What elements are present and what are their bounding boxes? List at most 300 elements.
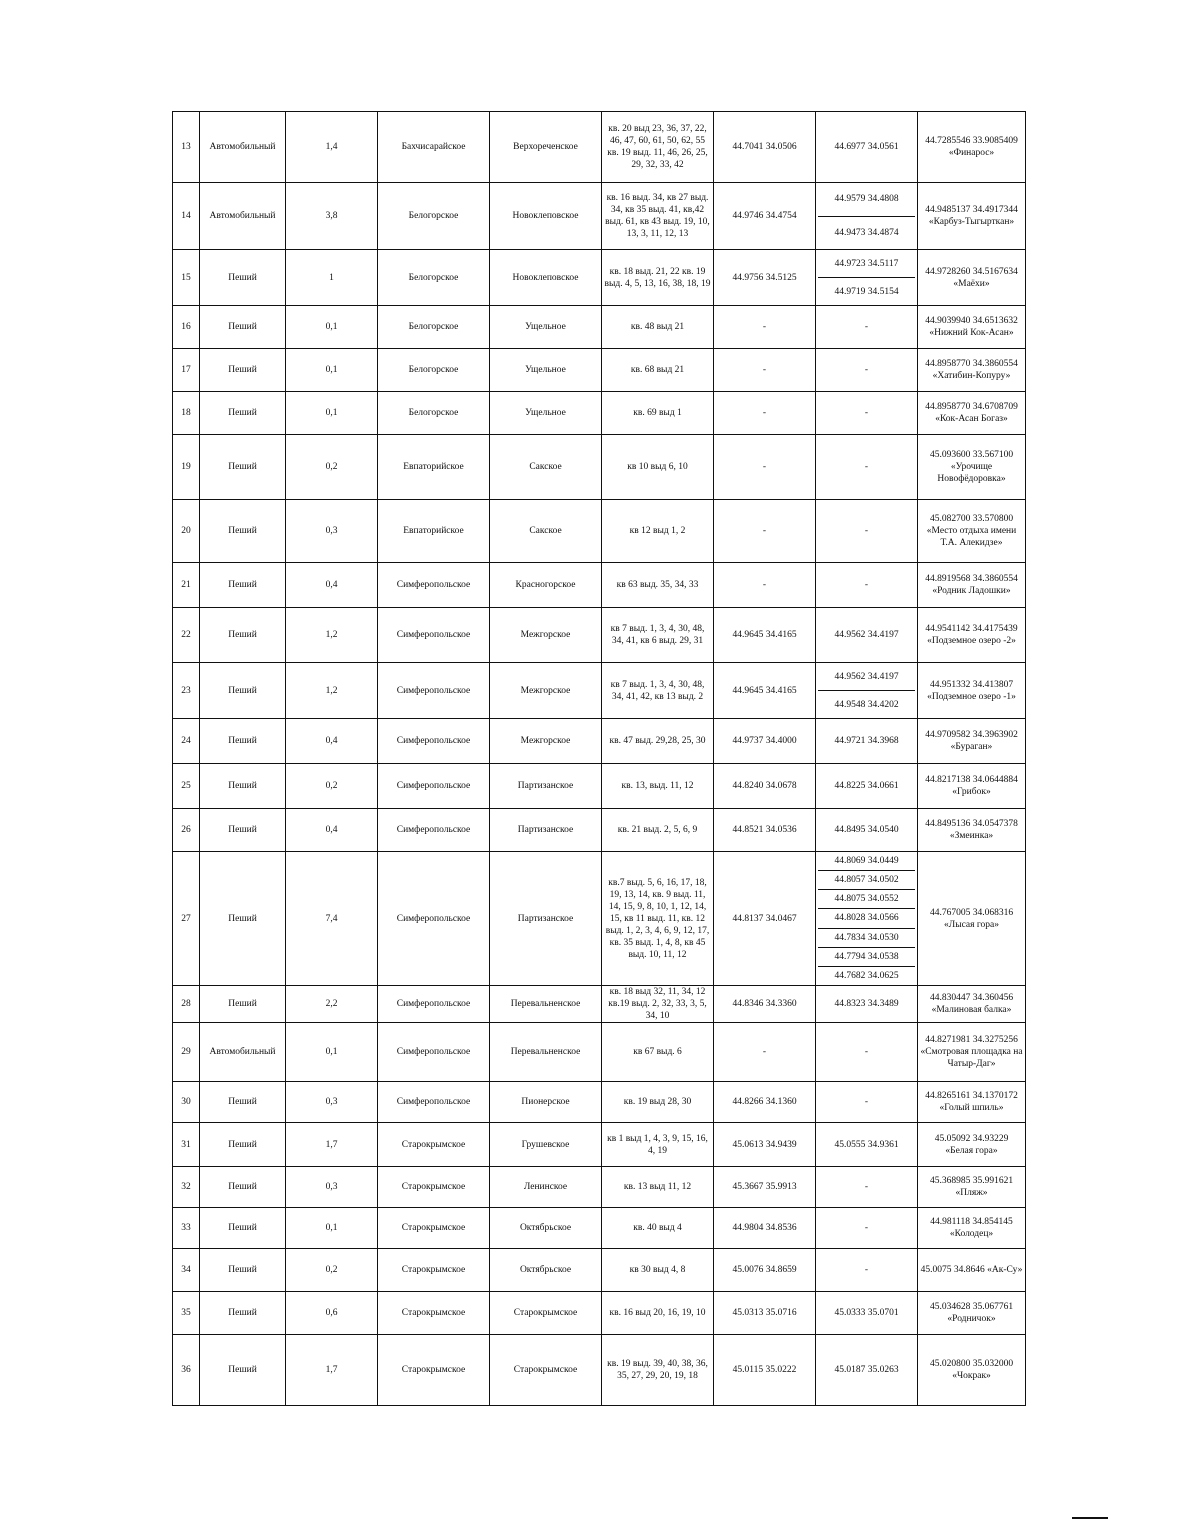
forestry-name: Новоклеповское bbox=[490, 250, 602, 306]
route-length: 1,4 bbox=[286, 112, 378, 183]
coordinate-value: 45.0313 35.0716 bbox=[732, 1308, 797, 1318]
district-name: Белогорское bbox=[378, 306, 490, 349]
route-length: 1,2 bbox=[286, 608, 378, 663]
quarters-cell: кв 67 выд. 6 bbox=[602, 1023, 714, 1082]
route-type: Пеший bbox=[200, 1123, 286, 1167]
end-coordinates bbox=[816, 1249, 918, 1292]
forestry-name: Ущельное bbox=[490, 349, 602, 392]
coordinate-value: 45.0115 35.0222 bbox=[732, 1365, 797, 1375]
coordinate-value: 44.9737 34.4000 bbox=[732, 736, 797, 746]
start-coordinates bbox=[714, 663, 816, 719]
quarters-cell: кв. 40 выд 4 bbox=[602, 1208, 714, 1249]
coordinate-value: - bbox=[864, 1265, 869, 1275]
object-description: 44.9039940 34.6513632 «Нижний Кок-Асан» bbox=[918, 306, 1026, 349]
forestry-name: Партизанское bbox=[490, 809, 602, 852]
coordinate-value: - bbox=[762, 526, 767, 536]
coordinate-value: 44.9645 34.4165 bbox=[732, 685, 797, 696]
route-type: Пеший bbox=[200, 563, 286, 608]
table-row bbox=[173, 250, 1026, 306]
coordinate-value: 44.9746 34.4754 bbox=[732, 211, 797, 221]
row-number: 22 bbox=[173, 608, 200, 663]
quarters-cell: кв.7 выд. 5, 6, 16, 17, 18, 19, 13, 14, кв. 9 выд. 11, 14, 15, 9, 8, 10, 1, 12, 14, 15, кв 11 выд. 11, кв. 12 выд. 1, 2, 3, 4, 6, 9, 12, 17, кв. 35 выд. 1, 4, 8, кв 45 выд. 10, 11, 12 bbox=[602, 852, 714, 986]
route-type: Автомобильный bbox=[200, 1023, 286, 1082]
route-length: 0,1 bbox=[286, 349, 378, 392]
coordinate-value: - bbox=[762, 322, 767, 332]
end-coordinates bbox=[816, 1167, 918, 1208]
table-row bbox=[173, 1292, 1026, 1335]
start-coordinates bbox=[714, 809, 816, 852]
coordinate-value: 44.8137 34.0467 bbox=[732, 913, 797, 924]
start-coordinates bbox=[714, 392, 816, 435]
forestry-name: Октябрьское bbox=[490, 1249, 602, 1292]
object-description: 44.9728260 34.5167634 «Маёхи» bbox=[918, 250, 1026, 306]
object-description: 45.0075 34.8646 «Ак-Су» bbox=[918, 1249, 1026, 1292]
table-row bbox=[173, 809, 1026, 852]
coordinate-value: 44.8521 34.0536 bbox=[732, 825, 797, 835]
table-row bbox=[173, 1023, 1026, 1082]
object-description: 44.9709582 34.3963902 «Бураган» bbox=[918, 719, 1026, 764]
forestry-name: Старокрымское bbox=[490, 1335, 602, 1406]
table-row bbox=[173, 1335, 1026, 1406]
district-name: Белогорское bbox=[378, 392, 490, 435]
district-name: Симферопольское bbox=[378, 1082, 490, 1123]
route-length: 2,2 bbox=[286, 986, 378, 1023]
route-type: Пеший bbox=[200, 1167, 286, 1208]
row-number: 21 bbox=[173, 563, 200, 608]
coordinate-value: 44.9756 34.5125 bbox=[732, 272, 797, 283]
object-description: 44.981118 34.854145 «Колодец» bbox=[918, 1208, 1026, 1249]
district-name: Евпаторийское bbox=[378, 500, 490, 563]
quarters-cell: кв. 18 выд. 21, 22 кв. 19 выд. 4, 5, 13, 16, 38, 18, 19 bbox=[602, 250, 714, 306]
row-number: 25 bbox=[173, 764, 200, 809]
quarters-cell: кв. 48 выд 21 bbox=[602, 306, 714, 349]
district-name: Симферопольское bbox=[378, 563, 490, 608]
forestry-name: Красногорское bbox=[490, 563, 602, 608]
route-type: Пеший bbox=[200, 306, 286, 349]
start-coordinates bbox=[714, 1167, 816, 1208]
route-type: Автомобильный bbox=[200, 183, 286, 250]
table-row bbox=[173, 112, 1026, 183]
table-row bbox=[173, 719, 1026, 764]
district-name: Симферопольское bbox=[378, 663, 490, 719]
table-row bbox=[173, 1082, 1026, 1123]
object-description: 45.368985 35.991621 «Пляж» bbox=[918, 1167, 1026, 1208]
coordinate-value: - bbox=[864, 365, 869, 375]
route-type: Пеший bbox=[200, 1335, 286, 1406]
table-row bbox=[173, 663, 1026, 719]
object-description: 44.830447 34.360456 «Малиновая балка» bbox=[918, 986, 1026, 1023]
coordinate-value: - bbox=[864, 580, 869, 590]
route-length: 0,2 bbox=[286, 764, 378, 809]
trails-table bbox=[172, 111, 1026, 1406]
district-name: Старокрымское bbox=[378, 1335, 490, 1406]
route-length: 0,2 bbox=[286, 435, 378, 500]
quarters-cell: кв. 21 выд. 2, 5, 6, 9 bbox=[602, 809, 714, 852]
district-name: Симферопольское bbox=[378, 719, 490, 764]
district-name: Старокрымское bbox=[378, 1292, 490, 1335]
row-number: 31 bbox=[173, 1123, 200, 1167]
quarters-cell: кв. 13, выд. 11, 12 bbox=[602, 764, 714, 809]
end-coordinates bbox=[816, 435, 918, 500]
route-type: Пеший bbox=[200, 608, 286, 663]
coordinate-value: - bbox=[762, 462, 767, 472]
quarters-cell: кв. 19 выд. 39, 40, 38, 36, 35, 27, 29, 20, 19, 18 bbox=[602, 1335, 714, 1406]
table-row bbox=[173, 1208, 1026, 1249]
route-length: 0,3 bbox=[286, 1167, 378, 1208]
coordinate-value: 44.9723 34.5117 bbox=[834, 258, 899, 269]
route-length: 0,1 bbox=[286, 392, 378, 435]
district-name: Белогорское bbox=[378, 183, 490, 250]
coordinate-value: 44.8069 34.0449 bbox=[834, 856, 899, 867]
quarters-cell: кв. 16 выд. 34, кв 27 выд. 34, кв 35 выд. 41, кв,42 выд. 61, кв 43 выд. 19, 10, 13, 3, 11, 12, 13 bbox=[602, 183, 714, 250]
end-coordinates bbox=[816, 809, 918, 852]
route-type: Пеший bbox=[200, 392, 286, 435]
start-coordinates bbox=[714, 1082, 816, 1123]
end-coordinates bbox=[816, 764, 918, 809]
object-description: 44.8265161 34.1370172 «Голый шпиль» bbox=[918, 1082, 1026, 1123]
coordinate-value: 44.8240 34.0678 bbox=[732, 781, 797, 791]
coordinate-value: 45.0555 34.9361 bbox=[834, 1139, 899, 1150]
route-length: 0,2 bbox=[286, 1249, 378, 1292]
row-number: 19 bbox=[173, 435, 200, 500]
coordinate-value: 44.9562 34.4197 bbox=[834, 630, 899, 640]
quarters-cell: кв. 16 выд 20, 16, 19, 10 bbox=[602, 1292, 714, 1335]
route-length: 0,4 bbox=[286, 563, 378, 608]
table-row bbox=[173, 306, 1026, 349]
forestry-name: Межгорское bbox=[490, 608, 602, 663]
table-row bbox=[173, 986, 1026, 1023]
route-type: Пеший bbox=[200, 764, 286, 809]
coordinate-value: - bbox=[864, 322, 869, 332]
coordinate-value: 44.9721 34.3968 bbox=[834, 736, 899, 746]
start-coordinates bbox=[714, 435, 816, 500]
table-body bbox=[173, 112, 1026, 1406]
route-length: 3,8 bbox=[286, 183, 378, 250]
route-length: 0,6 bbox=[286, 1292, 378, 1335]
quarters-cell: кв. 19 выд 28, 30 bbox=[602, 1082, 714, 1123]
quarters-cell: кв. 69 выд 1 bbox=[602, 392, 714, 435]
route-type: Пеший bbox=[200, 250, 286, 306]
row-number: 26 bbox=[173, 809, 200, 852]
end-coordinates bbox=[816, 1292, 918, 1335]
coordinate-value: 44.7834 34.0530 bbox=[818, 928, 915, 947]
coordinate-value: 44.9645 34.4165 bbox=[732, 630, 797, 640]
object-description: 44.9541142 34.4175439 «Подземное озеро -2» bbox=[918, 608, 1026, 663]
end-coordinates bbox=[816, 852, 918, 986]
coordinate-value: - bbox=[864, 1097, 869, 1107]
forestry-name: Ленинское bbox=[490, 1167, 602, 1208]
coordinate-value: 44.7794 34.0538 bbox=[818, 947, 915, 966]
coordinate-value: 45.3667 35.9913 bbox=[732, 1182, 797, 1192]
table-row bbox=[173, 563, 1026, 608]
forestry-name: Партизанское bbox=[490, 852, 602, 986]
route-type: Пеший bbox=[200, 500, 286, 563]
coordinate-value: - bbox=[762, 1047, 767, 1057]
route-length: 0,1 bbox=[286, 306, 378, 349]
end-coordinates bbox=[816, 250, 918, 306]
row-number: 27 bbox=[173, 852, 200, 986]
route-length: 1,2 bbox=[286, 663, 378, 719]
table-row bbox=[173, 1249, 1026, 1292]
end-coordinates bbox=[816, 608, 918, 663]
coordinate-value: 45.0613 34.9439 bbox=[732, 1139, 797, 1150]
row-number: 18 bbox=[173, 392, 200, 435]
object-description: 44.8958770 34.3860554 «Хатибин-Копуру» bbox=[918, 349, 1026, 392]
route-length: 0,1 bbox=[286, 1023, 378, 1082]
route-type: Пеший bbox=[200, 349, 286, 392]
object-description: 44.767005 34.068316 «Лысая гора» bbox=[918, 852, 1026, 986]
district-name: Белогорское bbox=[378, 250, 490, 306]
end-coordinates bbox=[816, 306, 918, 349]
object-description: 44.8958770 34.6708709 «Кок-Асан Богаз» bbox=[918, 392, 1026, 435]
route-type: Пеший bbox=[200, 852, 286, 986]
coordinate-value: 44.6977 34.0561 bbox=[834, 142, 899, 152]
table-row bbox=[173, 852, 1026, 986]
end-coordinates bbox=[816, 1335, 918, 1406]
coordinate-value: 44.8225 34.0661 bbox=[834, 781, 899, 791]
object-description: 44.8495136 34.0547378 «Змеинка» bbox=[918, 809, 1026, 852]
row-number: 29 bbox=[173, 1023, 200, 1082]
coordinate-value: 44.8346 34.3360 bbox=[732, 999, 797, 1009]
table-row bbox=[173, 608, 1026, 663]
coordinate-value: 44.9804 34.8536 bbox=[732, 1223, 797, 1233]
coordinate-value: 45.0076 34.8659 bbox=[732, 1265, 797, 1275]
coordinate-value: - bbox=[864, 1223, 869, 1233]
coordinate-value: 44.8075 34.0552 bbox=[818, 889, 915, 908]
coordinate-value: 45.0333 35.0701 bbox=[834, 1308, 899, 1318]
row-number: 17 bbox=[173, 349, 200, 392]
coordinate-value: - bbox=[864, 1047, 869, 1057]
quarters-cell: кв. 20 выд 23, 36, 37, 22, 46, 47, 60, 61, 50, 62, 55 кв. 19 выд. 11, 46, 26, 25, 29, 32, 33, 42 bbox=[602, 112, 714, 183]
row-number: 32 bbox=[173, 1167, 200, 1208]
forestry-name: Перевальненское bbox=[490, 986, 602, 1023]
district-name: Симферопольское bbox=[378, 852, 490, 986]
route-length: 1,7 bbox=[286, 1335, 378, 1406]
district-name: Евпаторийское bbox=[378, 435, 490, 500]
start-coordinates bbox=[714, 986, 816, 1023]
end-coordinates bbox=[816, 349, 918, 392]
route-type: Пеший bbox=[200, 719, 286, 764]
forestry-name: Ущельное bbox=[490, 306, 602, 349]
object-description: 44.951332 34.413807 «Подземное озеро -1» bbox=[918, 663, 1026, 719]
table-row bbox=[173, 183, 1026, 250]
route-type: Пеший bbox=[200, 1292, 286, 1335]
forestry-name: Пионерское bbox=[490, 1082, 602, 1123]
route-length: 0,3 bbox=[286, 1082, 378, 1123]
row-number: 14 bbox=[173, 183, 200, 250]
end-coordinates bbox=[816, 663, 918, 719]
coordinate-value: 44.9473 34.4874 bbox=[818, 216, 915, 250]
route-length: 7,4 bbox=[286, 852, 378, 986]
route-type: Автомобильный bbox=[200, 112, 286, 183]
object-description: 45.034628 35.067761 «Родничок» bbox=[918, 1292, 1026, 1335]
start-coordinates bbox=[714, 1123, 816, 1167]
object-description: 44.7285546 33.9085409 «Финарос» bbox=[918, 112, 1026, 183]
quarters-cell: кв 10 выд 6, 10 bbox=[602, 435, 714, 500]
start-coordinates bbox=[714, 1249, 816, 1292]
route-length: 1 bbox=[286, 250, 378, 306]
quarters-cell: кв 12 выд 1, 2 bbox=[602, 500, 714, 563]
row-number: 33 bbox=[173, 1208, 200, 1249]
row-number: 23 bbox=[173, 663, 200, 719]
route-length: 1,7 bbox=[286, 1123, 378, 1167]
row-number: 35 bbox=[173, 1292, 200, 1335]
start-coordinates bbox=[714, 1335, 816, 1406]
start-coordinates bbox=[714, 608, 816, 663]
quarters-cell: кв. 18 выд 32, 11, 34, 12 кв.19 выд. 2, 32, 33, 3, 5, 34, 10 bbox=[602, 986, 714, 1023]
route-type: Пеший bbox=[200, 809, 286, 852]
start-coordinates bbox=[714, 1023, 816, 1082]
route-length: 0,1 bbox=[286, 1208, 378, 1249]
start-coordinates bbox=[714, 183, 816, 250]
route-type: Пеший bbox=[200, 1082, 286, 1123]
district-name: Старокрымское bbox=[378, 1249, 490, 1292]
forestry-name: Межгорское bbox=[490, 663, 602, 719]
route-type: Пеший bbox=[200, 663, 286, 719]
district-name: Симферопольское bbox=[378, 1023, 490, 1082]
coordinate-value: - bbox=[864, 526, 869, 536]
coordinate-value: - bbox=[762, 580, 767, 590]
coordinate-value: 44.7041 34.0506 bbox=[732, 142, 797, 152]
object-description: 45.082700 33.570800 «Место отдыха имени Т.А. Алекидзе» bbox=[918, 500, 1026, 563]
district-name: Старокрымское bbox=[378, 1167, 490, 1208]
start-coordinates bbox=[714, 852, 816, 986]
coordinate-value: 44.9579 34.4808 bbox=[834, 194, 899, 205]
start-coordinates bbox=[714, 500, 816, 563]
quarters-cell: кв 7 выд. 1, 3, 4, 30, 48, 34, 41, 42, кв 13 выд. 2 bbox=[602, 663, 714, 719]
quarters-cell: кв 1 выд 1, 4, 3, 9, 15, 16, 4, 19 bbox=[602, 1123, 714, 1167]
end-coordinates bbox=[816, 1082, 918, 1123]
forestry-name: Верхореченское bbox=[490, 112, 602, 183]
quarters-cell: кв 7 выд. 1, 3, 4, 30, 48, 34, 41, кв 6 выд. 29, 31 bbox=[602, 608, 714, 663]
route-length: 0,4 bbox=[286, 809, 378, 852]
coordinate-value: 44.8057 34.0502 bbox=[818, 870, 915, 889]
table-row bbox=[173, 392, 1026, 435]
object-description: 45.093600 33.567100 «Урочище Новофёдоровка» bbox=[918, 435, 1026, 500]
start-coordinates bbox=[714, 764, 816, 809]
end-coordinates bbox=[816, 392, 918, 435]
end-coordinates bbox=[816, 112, 918, 183]
start-coordinates bbox=[714, 1292, 816, 1335]
coordinate-value: - bbox=[864, 1182, 869, 1192]
coordinate-value: 44.9562 34.4197 bbox=[834, 671, 899, 682]
row-number: 20 bbox=[173, 500, 200, 563]
district-name: Симферопольское bbox=[378, 809, 490, 852]
coordinate-value: - bbox=[864, 462, 869, 472]
start-coordinates bbox=[714, 1208, 816, 1249]
start-coordinates bbox=[714, 306, 816, 349]
end-coordinates bbox=[816, 563, 918, 608]
district-name: Симферопольское bbox=[378, 608, 490, 663]
start-coordinates bbox=[714, 349, 816, 392]
end-coordinates bbox=[816, 1123, 918, 1167]
coordinate-value: 44.9719 34.5154 bbox=[818, 277, 915, 305]
row-number: 34 bbox=[173, 1249, 200, 1292]
district-name: Бахчисарайское bbox=[378, 112, 490, 183]
coordinate-value: - bbox=[864, 408, 869, 418]
row-number: 24 bbox=[173, 719, 200, 764]
district-name: Симферопольское bbox=[378, 764, 490, 809]
end-coordinates bbox=[816, 986, 918, 1023]
coordinate-value: - bbox=[762, 365, 767, 375]
object-description: 44.8217138 34.0644884 «Грибок» bbox=[918, 764, 1026, 809]
district-name: Симферопольское bbox=[378, 986, 490, 1023]
end-coordinates bbox=[816, 183, 918, 250]
forestry-name: Сакское bbox=[490, 435, 602, 500]
end-coordinates bbox=[816, 1023, 918, 1082]
start-coordinates bbox=[714, 719, 816, 764]
coordinate-value: 44.8266 34.1360 bbox=[732, 1097, 797, 1107]
table-row bbox=[173, 349, 1026, 392]
route-type: Пеший bbox=[200, 986, 286, 1023]
quarters-cell: кв 30 выд 4, 8 bbox=[602, 1249, 714, 1292]
table-row bbox=[173, 1167, 1026, 1208]
row-number: 15 bbox=[173, 250, 200, 306]
start-coordinates bbox=[714, 250, 816, 306]
end-coordinates bbox=[816, 1208, 918, 1249]
object-description: 44.9485137 34.4917344 «Карбуз-Тыгырткан» bbox=[918, 183, 1026, 250]
forestry-name: Сакское bbox=[490, 500, 602, 563]
forestry-name: Ущельное bbox=[490, 392, 602, 435]
start-coordinates bbox=[714, 563, 816, 608]
route-type: Пеший bbox=[200, 1208, 286, 1249]
coordinate-value: 44.8495 34.0540 bbox=[834, 825, 899, 835]
forestry-name: Перевальненское bbox=[490, 1023, 602, 1082]
coordinate-value: - bbox=[762, 408, 767, 418]
district-name: Старокрымское bbox=[378, 1123, 490, 1167]
route-type: Пеший bbox=[200, 1249, 286, 1292]
district-name: Старокрымское bbox=[378, 1208, 490, 1249]
object-description: 45.020800 35.032000 «Чокрак» bbox=[918, 1335, 1026, 1406]
row-number: 36 bbox=[173, 1335, 200, 1406]
quarters-cell: кв. 47 выд. 29,28, 25, 30 bbox=[602, 719, 714, 764]
forestry-name: Грушевское bbox=[490, 1123, 602, 1167]
coordinate-value: 44.7682 34.0625 bbox=[818, 966, 915, 985]
row-number: 16 bbox=[173, 306, 200, 349]
coordinate-value: 44.9548 34.4202 bbox=[818, 690, 915, 718]
quarters-cell: кв. 13 выд 11, 12 bbox=[602, 1167, 714, 1208]
row-number: 13 bbox=[173, 112, 200, 183]
forestry-name: Межгорское bbox=[490, 719, 602, 764]
route-length: 0,4 bbox=[286, 719, 378, 764]
forestry-name: Октябрьское bbox=[490, 1208, 602, 1249]
table-row bbox=[173, 500, 1026, 563]
table-row bbox=[173, 1123, 1026, 1167]
coordinate-value: 44.8028 34.0566 bbox=[818, 908, 915, 927]
district-name: Белогорское bbox=[378, 349, 490, 392]
forestry-name: Новоклеповское bbox=[490, 183, 602, 250]
quarters-cell: кв 63 выд. 35, 34, 33 bbox=[602, 563, 714, 608]
forestry-name: Старокрымское bbox=[490, 1292, 602, 1335]
object-description: 44.8919568 34.3860554 «Родник Ладошки» bbox=[918, 563, 1026, 608]
row-number: 30 bbox=[173, 1082, 200, 1123]
end-coordinates bbox=[816, 500, 918, 563]
start-coordinates bbox=[714, 112, 816, 183]
table-row bbox=[173, 435, 1026, 500]
coordinate-value: 44.8323 34.3489 bbox=[834, 999, 899, 1009]
object-description: 44.8271981 34.3275256 «Смотровая площадка на Чатыр-Даг» bbox=[918, 1023, 1026, 1082]
table-row bbox=[173, 764, 1026, 809]
quarters-cell: кв. 68 выд 21 bbox=[602, 349, 714, 392]
coordinate-value: 45.0187 35.0263 bbox=[834, 1365, 899, 1375]
route-type: Пеший bbox=[200, 435, 286, 500]
end-coordinates bbox=[816, 719, 918, 764]
object-description: 45.05092 34.93229 «Белая гора» bbox=[918, 1123, 1026, 1167]
route-length: 0,3 bbox=[286, 500, 378, 563]
forestry-name: Партизанское bbox=[490, 764, 602, 809]
page-edge-mark bbox=[1072, 1517, 1108, 1519]
row-number: 28 bbox=[173, 986, 200, 1023]
